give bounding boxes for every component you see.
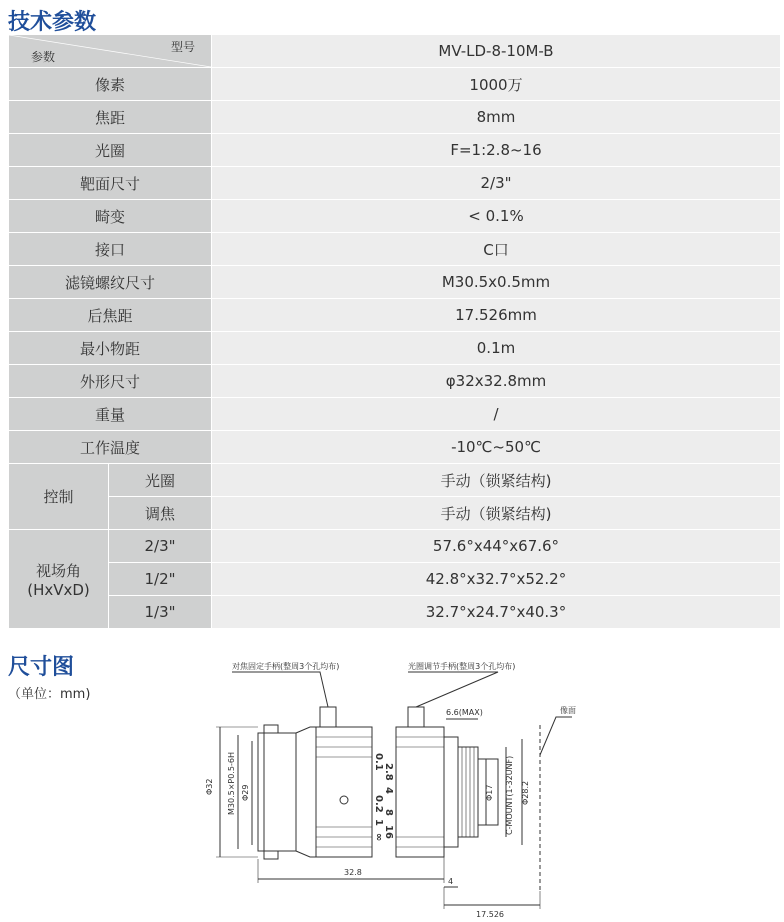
image-plane-label: 像面 — [560, 706, 576, 715]
row-value: -10℃~50℃ — [212, 431, 781, 464]
dim-d17 — [485, 759, 494, 825]
row-value: F=1:2.8~16 — [212, 134, 781, 167]
row-label: 最小物距 — [9, 332, 212, 365]
table-row — [9, 101, 781, 134]
iris-scale-label: 4 — [383, 787, 394, 794]
focus-scale-label: 0.2 — [373, 795, 384, 813]
dim-17526 — [444, 887, 540, 919]
dim-4 — [444, 877, 458, 887]
table-row — [9, 233, 781, 266]
focus-ring-knurl — [316, 737, 372, 847]
row-value: 手动（锁紧结构) — [212, 464, 781, 497]
row-label: 像素 — [9, 68, 212, 101]
row-value: M30.5x0.5mm — [212, 266, 781, 299]
row-value: 42.8°x32.7°x52.2° — [212, 563, 781, 596]
table-row — [9, 299, 781, 332]
table-row — [9, 68, 781, 101]
focus-note-leader — [232, 672, 328, 707]
row-label: 接口 — [9, 233, 212, 266]
row-sublabel: 1/3" — [109, 596, 212, 629]
model-header-label: 型号 — [170, 40, 195, 54]
fov-label-line2: (HxVxD) — [27, 580, 90, 599]
model-value: MV-LD-8-10M-B — [212, 35, 781, 68]
lens-taper — [296, 727, 316, 857]
front-cap-bottom — [264, 851, 278, 859]
table-row — [9, 530, 781, 563]
table-row — [9, 563, 781, 596]
row-label: 重量 — [9, 398, 212, 431]
unit-note: （单位：mm) — [8, 687, 91, 702]
control-group-label: 控制 — [9, 464, 109, 530]
focus-scale-label: 0.1 — [373, 753, 384, 771]
table-row — [9, 266, 781, 299]
dim-cmount-label: C-MOUNT(1-32UNF) — [505, 755, 514, 835]
front-cap-top — [264, 725, 278, 733]
dim-328 — [258, 847, 444, 883]
row-value: C口 — [212, 233, 781, 266]
row-sublabel: 调焦 — [109, 497, 212, 530]
dim-m30 — [227, 735, 238, 849]
focus-lock-dot — [340, 796, 348, 804]
iris-screw-note: 光圈调节手柄(整周3个孔均布) — [408, 662, 516, 671]
c-mount-thread-lines — [462, 747, 474, 837]
dim-4-label: 4 — [448, 877, 454, 886]
row-label: 光圈 — [9, 134, 212, 167]
focus-scale-label: ∞ — [373, 833, 384, 842]
param-header-label: 参数 — [31, 50, 56, 64]
row-value: φ32x32.8mm — [212, 365, 781, 398]
row-value: 8mm — [212, 101, 781, 134]
row-value: 57.6°x44°x67.6° — [212, 530, 781, 563]
table-row — [9, 431, 781, 464]
iris-note-leader — [408, 672, 498, 707]
table-header-row — [9, 35, 781, 68]
row-label: 后焦距 — [9, 299, 212, 332]
dim-328-label: 32.8 — [344, 868, 362, 877]
row-label: 畸变 — [9, 200, 212, 233]
focus-scale-label: 1 — [373, 819, 384, 826]
focus-screw-note: 对焦固定手柄(整周3个孔均布) — [232, 662, 340, 671]
row-label: 滤镜螺纹尺寸 — [9, 266, 212, 299]
iris-lock-screw — [408, 707, 424, 727]
table-row — [9, 200, 781, 233]
dim-17526-label: 17.526 — [476, 910, 504, 919]
table-row — [9, 398, 781, 431]
table-row — [9, 464, 781, 497]
table-row — [9, 497, 781, 530]
iris-scale-label: 2.8 — [383, 763, 394, 781]
row-value: 32.7°x24.7°x40.3° — [212, 596, 781, 629]
row-label: 工作温度 — [9, 431, 212, 464]
focus-lock-screw — [320, 707, 336, 727]
iris-scale-label: 8 — [383, 809, 394, 816]
iris-ring-knurl — [396, 737, 444, 847]
dim-m30-label: M30.5×P0.5-6H — [227, 752, 236, 815]
dim-d282 — [521, 739, 530, 845]
dim-d29-label: Φ29 — [241, 784, 250, 801]
focus-ring — [316, 727, 372, 857]
dim-d282-label: Φ28.2 — [521, 780, 530, 805]
dim-66-label: 6.6(MAX) — [446, 708, 483, 717]
dimension-section-title: 尺寸图 — [8, 655, 75, 680]
row-label: 焦距 — [9, 101, 212, 134]
row-sublabel: 2/3" — [109, 530, 212, 563]
table-row — [9, 167, 781, 200]
fov-group-label — [9, 530, 109, 629]
dim-d29 — [241, 741, 252, 845]
row-value: 17.526mm — [212, 299, 781, 332]
table-row — [9, 365, 781, 398]
rear-body — [444, 737, 458, 847]
fov-label-line1: 视场角 — [35, 561, 81, 580]
header-diagonal-cell — [9, 35, 212, 68]
row-label: 靶面尺寸 — [9, 167, 212, 200]
row-label: 外形尺寸 — [9, 365, 212, 398]
spec-section-title: 技术参数 — [8, 10, 97, 35]
iris-scale-label: 16 — [383, 825, 394, 839]
image-plane-leader — [540, 717, 572, 755]
dim-d32-label: Φ32 — [205, 778, 214, 795]
table-row — [9, 332, 781, 365]
lens-dimension-drawing — [180, 655, 780, 922]
table-row — [9, 134, 781, 167]
dim-d17-label: Φ17 — [485, 784, 494, 801]
table-row — [9, 596, 781, 629]
row-value: 2/3" — [212, 167, 781, 200]
spec-table — [8, 34, 781, 629]
row-sublabel: 1/2" — [109, 563, 212, 596]
dim-cmount — [505, 747, 514, 837]
row-value: < 0.1% — [212, 200, 781, 233]
dim-66 — [446, 708, 483, 719]
row-sublabel: 光圈 — [109, 464, 212, 497]
row-value: / — [212, 398, 781, 431]
c-mount-thread — [458, 747, 478, 837]
row-value: 1000万 — [212, 68, 781, 101]
iris-ring — [396, 727, 444, 857]
row-value: 手动（锁紧结构) — [212, 497, 781, 530]
row-value: 0.1m — [212, 332, 781, 365]
